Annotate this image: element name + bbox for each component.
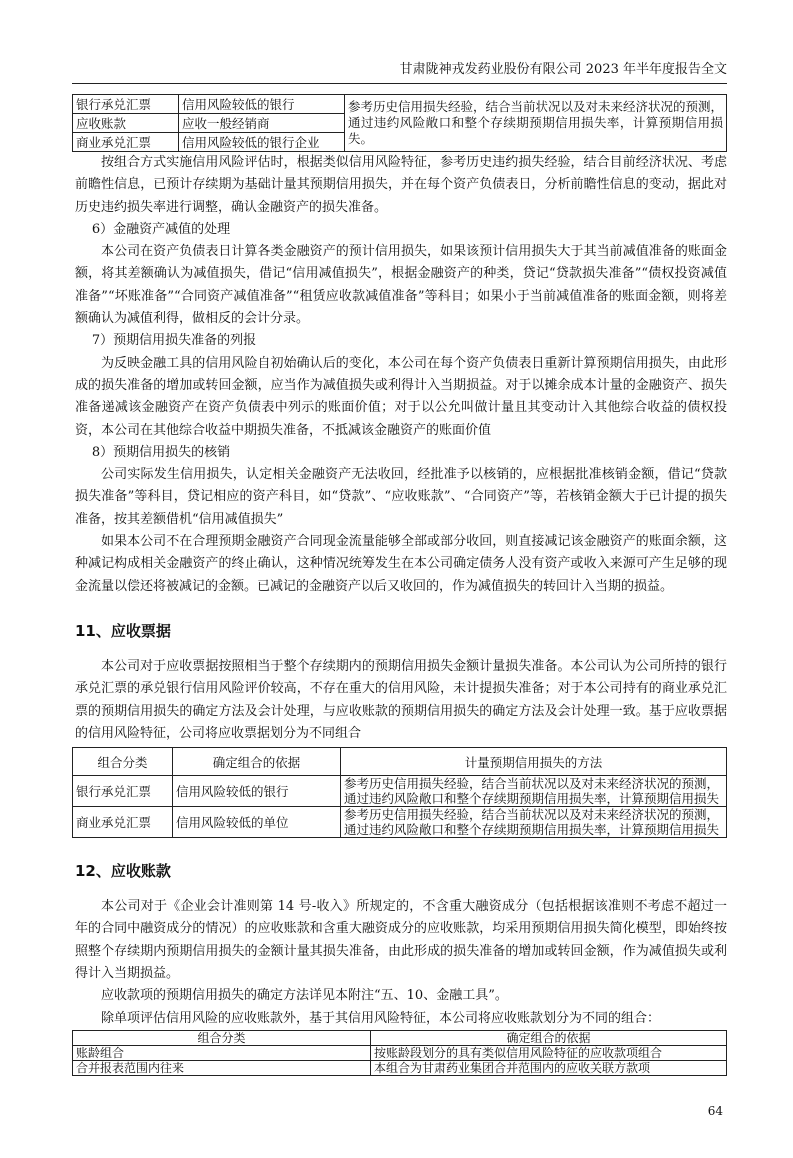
cell: 信用风险较低的银行 [179,95,345,114]
table-row [73,1060,727,1075]
page-number: 64 [707,1103,723,1118]
section-11-body [72,656,727,745]
cell: 参考历史信用损失经验，结合当前状况以及对未来经济状况的预测，通过违约风险敞口和整个存续期预期信用损失率，计算预期信用损失 [341,807,727,838]
paragraph: 按组合方式实施信用风险评估时，根据类似信用风险特征，参考历史违约损失经验，结合目前经济状况、考虑前瞻性信息，已预计存续期为基础计量其预期信用损失，并在每个资产负债表日，分析前瞻性信息的变动，据此对历史违约损失率进行调整，确认金融资产的损失准备。 [75,155,727,215]
method-cell: 参考历史信用损失经验，结合当前状况以及对未来经济状况的预测，通过违约风险敞口和整个存续期预期信用损失率，计算预期信用损失。 [345,95,727,152]
section-10-body [72,152,727,598]
cell: 银行承兑汇票 [73,95,179,114]
column-header: 组合分类 [73,1030,371,1045]
notes-receivable-table [72,747,727,838]
table-row [73,776,727,807]
paragraph: 本公司在资产负债表日计算各类金融资产的预计信用损失，如果该预计信用损失大于其当前减值准备的账面金额，将其差额确认为减值损失，借记“信用减值损失”，根据金融资产的种类，贷记“贷款损失准备”“债权投资减值准备”“坏账准备”“合同资产减值准备”“租赁应收款减值准备”等科目；如果小于当前减值准备的账面金额，则将差额确认为减值利得，做相反的会计分录。 [75,244,727,327]
cell: 信用风险较低的银行 [173,776,341,807]
subheading: 6）金融资产减值的处理 [91,221,231,237]
cell: 应收账款 [73,114,179,133]
cell: 账龄组合 [73,1045,371,1060]
paragraph: 为反映金融工具的信用风险自初始确认后的变化，本公司在每个资产负债表日重新计算预期信用损失，由此形成的损失准备的增加或转回金额，应当作为减值损失或利得计入当期损益。对于以摊余成本计量的金融资产、损失准备递减该金融资产在资产负债表中列示的账面价值；对于以公允叫做计量且其变动计入其他综合收益的债权投资，本公司在其他综合收益中期损失准备，不抵减该金融资产的账面价值 [75,355,727,438]
table-row [73,807,727,838]
combination-table-top [72,94,727,152]
cell: 银行承兑汇票 [73,776,173,807]
table-row [73,1045,727,1060]
table-header-row [73,748,727,776]
column-header: 确定组合的依据 [371,1030,727,1045]
table-row [73,95,727,114]
section-12-body [72,896,727,1030]
cell: 商业承兑汇票 [73,133,179,152]
section-heading: 11、应收票据 [75,621,171,640]
paragraph: 公司实际发生信用损失，认定相关金融资产无法收回，经批准予以核销的，应根据批准核销金额，借记“贷款损失准备”等科目，贷记相应的资产科目，如“贷款”、“应收账款”、“合同资产”等，若核销金额大于已计提的损失准备，按其差额借机“信用减值损失” [75,467,727,527]
subheading: 7）预期信用损失准备的列报 [91,333,257,349]
paragraph: 应收款项的预期信用损失的确定方法详见本附注“五、10、金融工具”。 [101,988,508,1004]
paragraph: 本公司对于应收票据按照相当于整个存续期内的预期信用损失金额计量损失准备。本公司认为公司所持的银行承兑汇票的承兑银行信用风险评价较高，不存在重大的信用风险，未计提损失准备；对于本公司持有的商业承兑汇票的预期信用损失的确定方法及会计处理，与应收账款的预期信用损失的确定方法及会计处理一致。基于应收票据的信用风险特征，公司将应收票据划分为不同组合 [75,658,727,741]
table-header-row [73,1030,727,1045]
column-header: 组合分类 [73,748,173,776]
cell: 信用风险较低的单位 [173,807,341,838]
cell: 商业承兑汇票 [73,807,173,838]
paragraph: 如果本公司不在合理预期金融资产合同现金流量能够全部或部分收回，则直接减记该金融资产的账面余额，这种减记构成相关金融资产的终止确认，这种情况统筹发生在本公司确定债务人没有资产或收入来源可产生足够的现金流量以偿还将被减记的金额。已减记的金融资产以后又收回的，作为减值损失的转回计入当期的损益。 [75,534,727,594]
cell: 参考历史信用损失经验，结合当前状况以及对未来经济状况的预测，通过违约风险敞口和整个存续期预期信用损失率，计算预期信用损失 [341,776,727,807]
page-header: 甘肃陇神戎发药业股份有限公司 2023 年半年度报告全文 [72,58,727,84]
paragraph: 除单项评估信用风险的应收账款外，基于其信用风险特征，本公司将应收账款划分为不同的组合： [101,1010,661,1026]
paragraph: 本公司对于《企业会计准则第 14 号-收入》所规定的，不含重大融资成分（包括根据该准则不考虑不超过一年的合同中融资成分的情况）的应收账款和含重大融资成分的应收账款，均采用预期信用损失简化模型，即始终按照整个存续期内预期信用损失的金额计量其损失准备，由此形成的损失准备的增加或转回金额，作为减值损失或利得计入当期损益。 [75,899,727,982]
subheading: 8）预期信用损失的核销 [91,444,231,460]
cell: 按账龄段划分的具有类似信用风险特征的应收款项组合 [371,1045,727,1060]
column-header: 确定组合的依据 [173,748,341,776]
accounts-receivable-table [72,1030,727,1076]
section-heading: 12、应收账款 [75,862,171,881]
cell: 信用风险较低的银行企业 [179,133,345,152]
cell: 应收一般经销商 [179,114,345,133]
cell: 合并报表范围内往来 [73,1060,371,1075]
cell: 本组合为甘肃药业集团合并范围内的应收关联方款项 [371,1060,727,1075]
column-header: 计量预期信用损失的方法 [341,748,727,776]
